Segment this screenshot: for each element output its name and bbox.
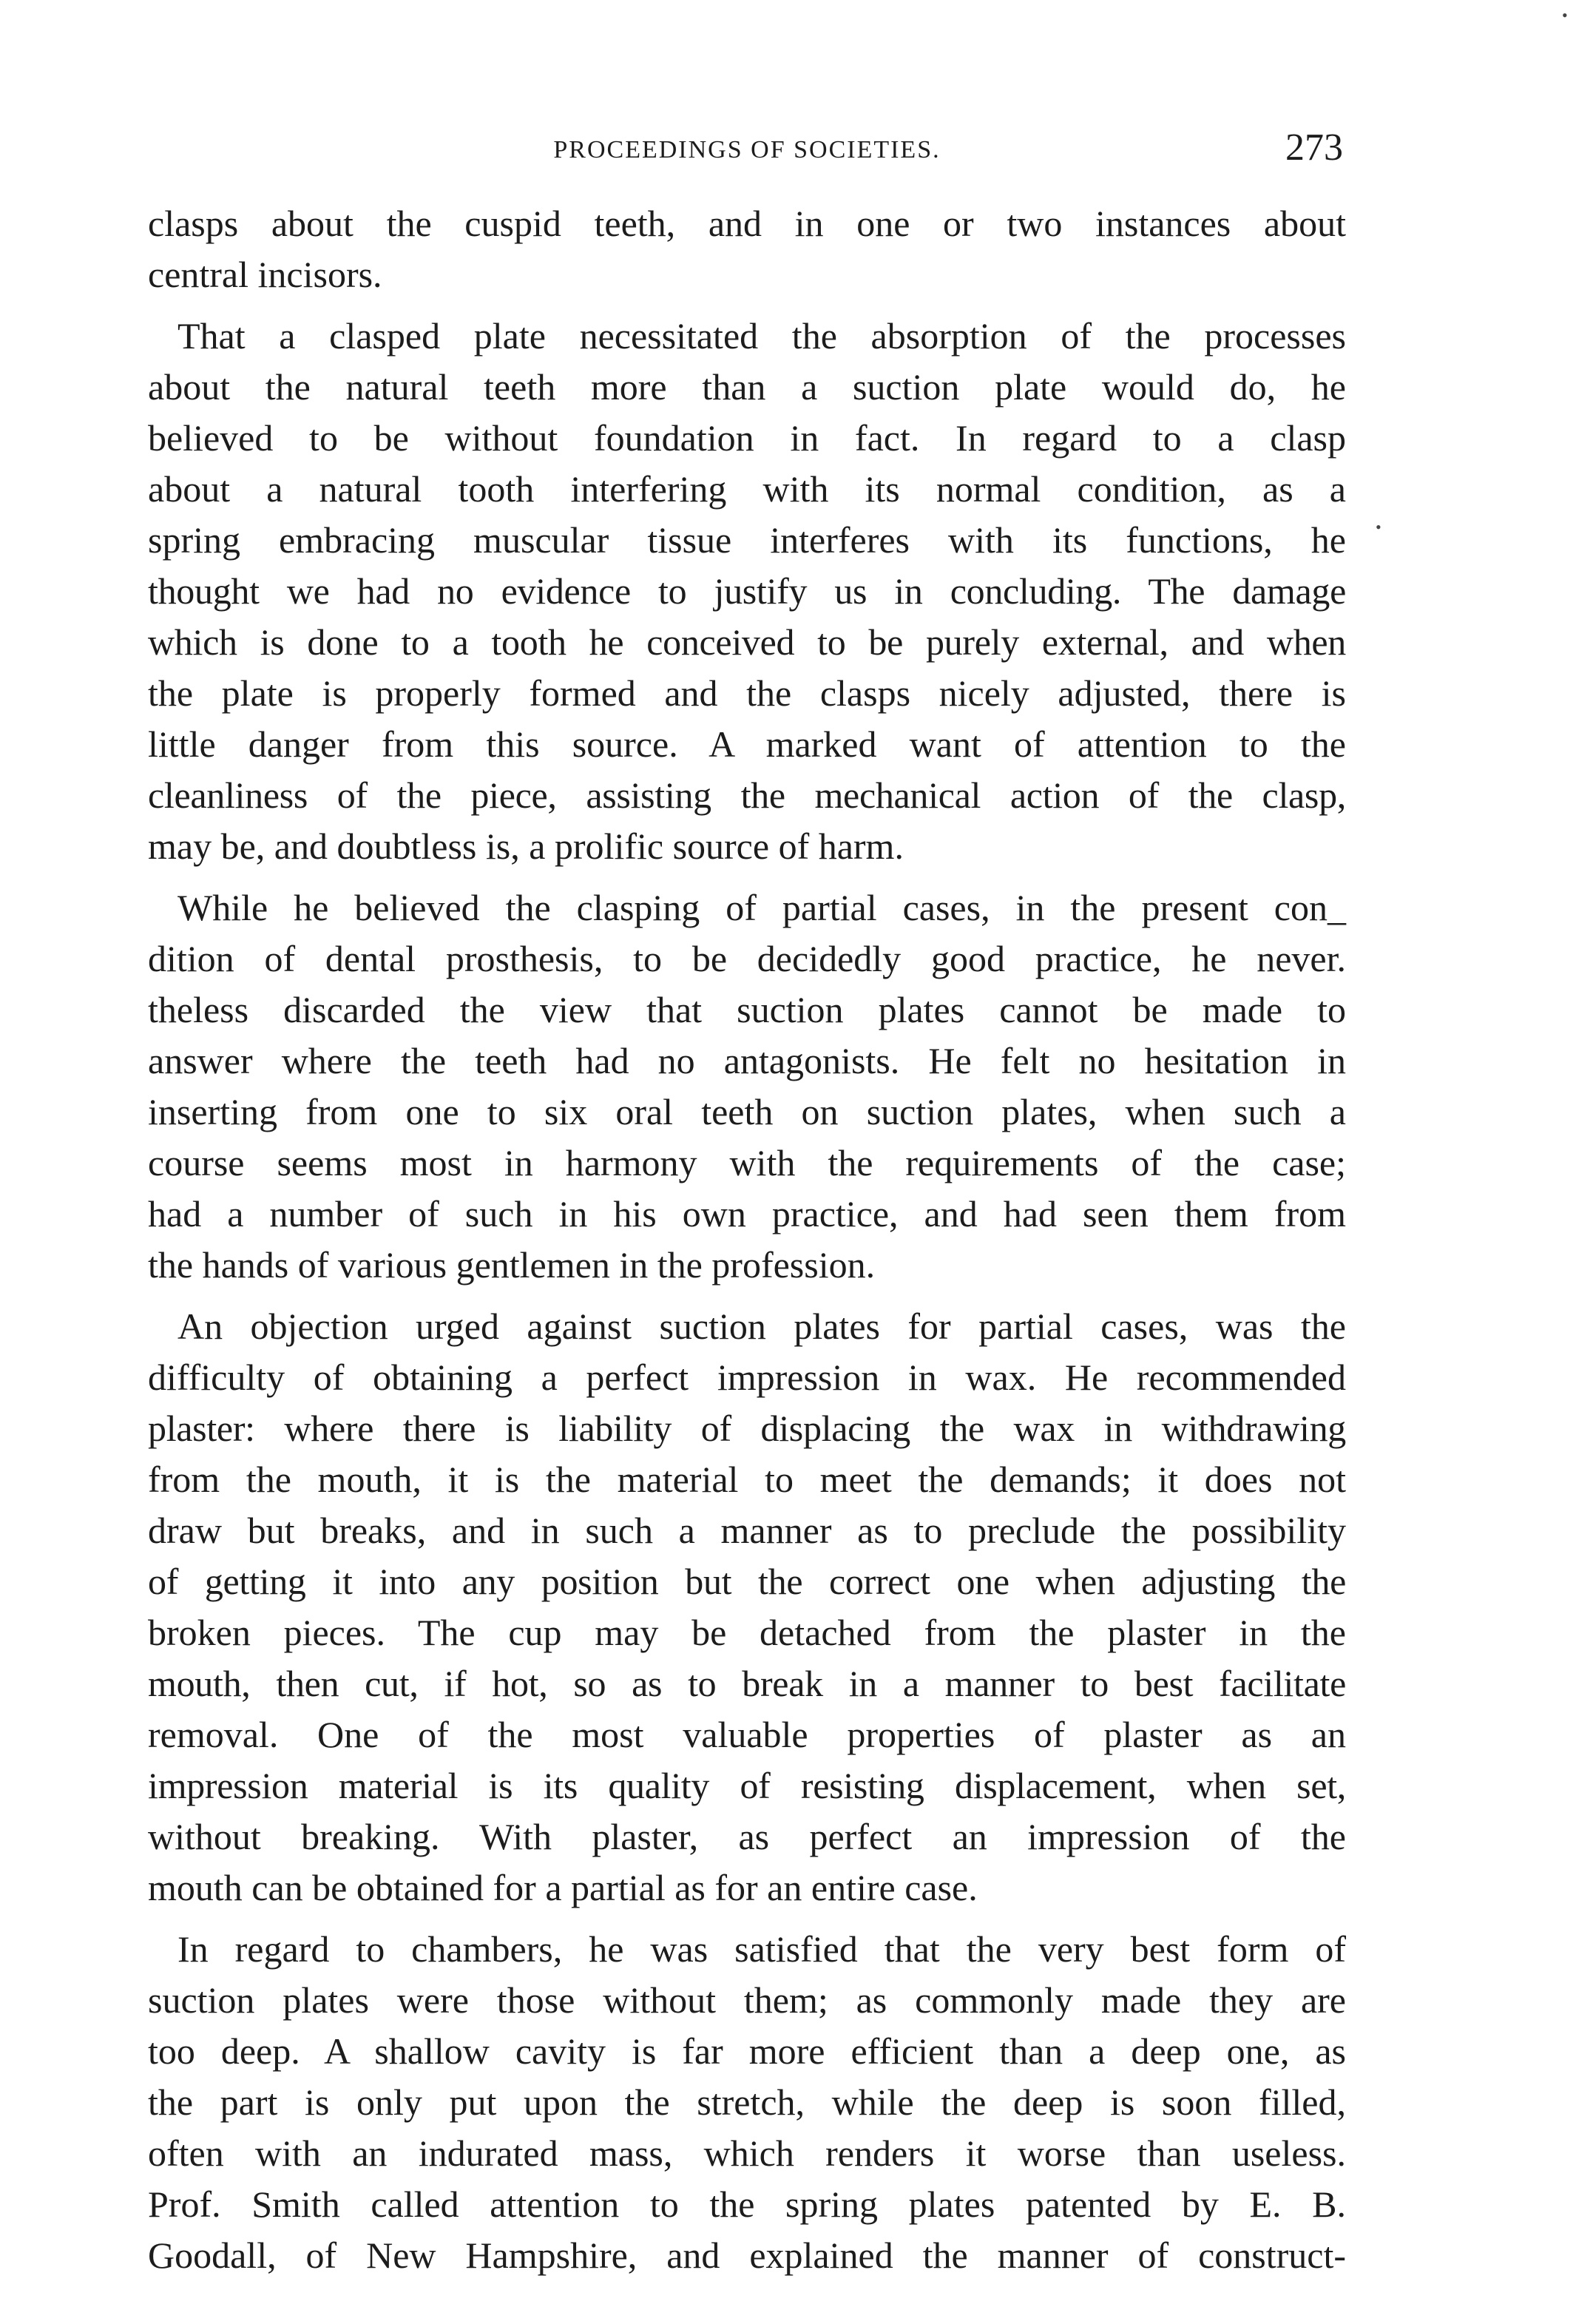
paragraph: [148, 311, 1346, 872]
text-line: clasps about the cuspid teeth, and in one or two instances about: [148, 203, 1346, 244]
running-head: [148, 126, 1346, 185]
text-line: mouth, then cut, if hot, so as to break in a manner to best facilitate: [148, 1663, 1346, 1704]
text-line: the hands of various gentlemen in the profession.: [148, 1244, 876, 1286]
text-line: about a natural tooth interfering with its normal condition, as a: [148, 468, 1346, 510]
text-line: believed to be without foundation in fact. In regard to a clasp: [148, 417, 1346, 459]
text-line: the part is only put upon the stretch, while the deep is soon filled,: [148, 2081, 1346, 2123]
paragraph: [148, 1301, 1346, 1913]
paragraph: [148, 198, 1346, 300]
text-line: central incisors.: [148, 254, 382, 295]
text-line: difficulty of obtaining a perfect impression in wax. He recommended: [148, 1357, 1346, 1398]
text-line: had a number of such in his own practice, and had seen them from: [148, 1193, 1346, 1234]
text-line: course seems most in harmony with the requirements of the case;: [148, 1142, 1346, 1183]
text-line: spring embracing muscular tissue interferes with its functions, he: [148, 519, 1346, 561]
text-line: Goodall, of New Hampshire, and explained the manner of construct-: [148, 2235, 1346, 2276]
text-line: the plate is properly formed and the clasps nicely adjusted, there is: [148, 672, 1346, 714]
running-title: PROCEEDINGS OF SOCIETIES.: [553, 136, 941, 163]
text-line: theless discarded the view that suction plates cannot be made to: [148, 989, 1346, 1030]
paragraph: [148, 882, 1346, 1291]
text-line: without breaking. With plaster, as perfect an impression of the: [148, 1816, 1346, 1857]
paragraph: [148, 1924, 1346, 2281]
text-line: from the mouth, it is the material to meet the demands; it does not: [148, 1459, 1346, 1500]
text-line: too deep. A shallow cavity is far more efficient than a deep one, as: [148, 2030, 1346, 2072]
text-line: often with an indurated mass, which renders it worse than useless.: [148, 2132, 1346, 2174]
text-line: little danger from this source. A marked want of attention to the: [148, 723, 1346, 765]
text-line: While he believed the clasping of partial cases, in the present con_: [177, 887, 1346, 928]
text-line: suction plates were those without them; as commonly made they are: [148, 1979, 1346, 2021]
text-line: In regard to chambers, he was satisfied that the very best form of: [177, 1928, 1346, 1970]
text-line: of getting it into any position but the correct one when adjusting the: [148, 1561, 1346, 1602]
text-line: plaster: where there is liability of displacing the wax in withdrawing: [148, 1408, 1346, 1449]
text-line: answer where the teeth had no antagonists. He felt no hesitation in: [148, 1040, 1346, 1081]
text-line: broken pieces. The cup may be detached from the plaster in the: [148, 1612, 1346, 1653]
text-line: An objection urged against suction plates for partial cases, was the: [177, 1305, 1346, 1347]
page-number: 273: [1285, 126, 1343, 169]
body-text: [148, 198, 1346, 2291]
text-line: may be, and doubtless is, a prolific source of harm.: [148, 825, 904, 867]
text-line: mouth can be obtained for a partial as for an entire case.: [148, 1867, 978, 1908]
text-line: Prof. Smith called attention to the spring plates patented by E. B.: [148, 2183, 1346, 2225]
text-line: which is done to a tooth he conceived to be purely external, and when: [148, 621, 1346, 663]
text-line: impression material is its quality of resisting displacement, when set,: [148, 1765, 1346, 1806]
stray-mark: •: [1376, 518, 1381, 536]
stray-mark: •: [1562, 6, 1568, 24]
text-line: draw but breaks, and in such a manner as to preclude the possibility: [148, 1510, 1346, 1551]
text-line: cleanliness of the piece, assisting the mechanical action of the clasp,: [148, 774, 1346, 816]
text-line: removal. One of the most valuable properties of plaster as an: [148, 1714, 1346, 1755]
text-line: That a clasped plate necessitated the absorption of the processes: [177, 315, 1346, 357]
text-line: thought we had no evidence to justify us in concluding. The damage: [148, 570, 1346, 612]
text-line: dition of dental prosthesis, to be decidedly good practice, he never.: [148, 938, 1346, 979]
text-line: inserting from one to six oral teeth on suction plates, when such a: [148, 1091, 1346, 1132]
text-line: about the natural teeth more than a suction plate would do, he: [148, 366, 1346, 408]
